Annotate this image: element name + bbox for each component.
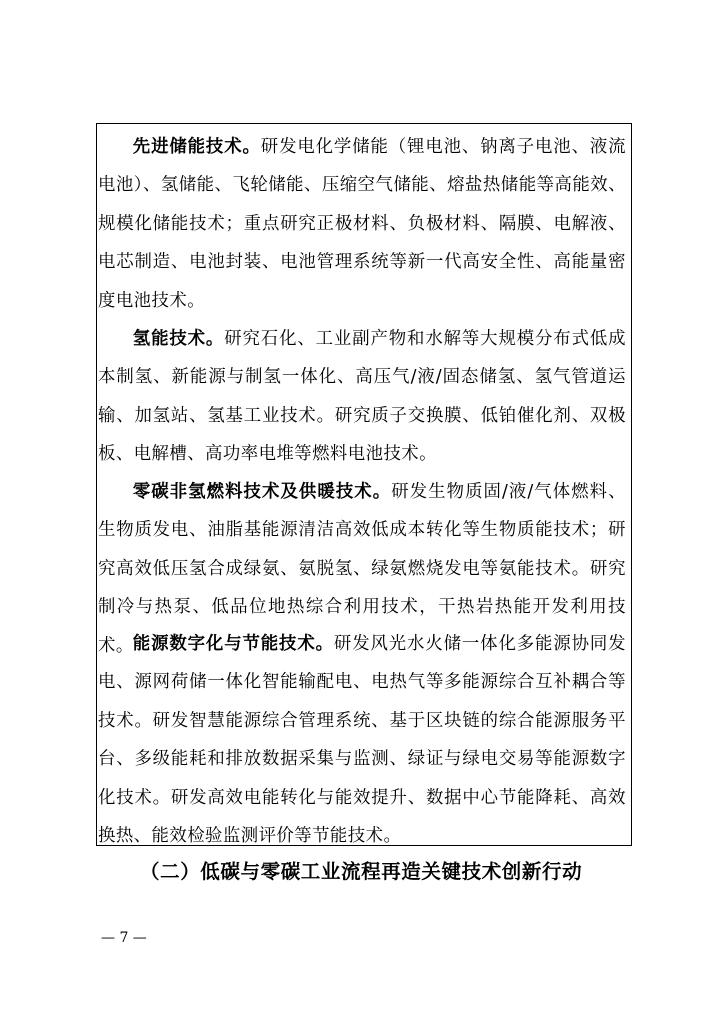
paragraph-body: 研发生物质固/液/气体燃料、生物质发电、油脂基能源清洁高效低成本转化等生物质能技术；研究高效低压氢合成绿氨、氨脱氢、绿氨燃烧发电等氨能技术。研究制冷与热泵、低品位地热综合利用技术，干热岩热能开发利用技术。 [98, 482, 626, 656]
paragraph-heading: 先进储能技术。 [132, 137, 261, 157]
section-heading: （二）低碳与零碳工业流程再造关键技术创新行动 [140, 860, 583, 883]
paragraph-body: 研发电化学储能（锂电池、钠离子电池、液流电池）、氢储能、飞轮储能、压缩空气储能、熔盐热储能等高能效、规模化储能技术；重点研究正极材料、负极材料、隔膜、电解液、电芯制造、电池封装、电池管理系统等新一代高安全性、高能量密度电池技术。 [98, 137, 626, 311]
paragraph-body: 研发风光水火储一体化多能源协同发电、源网荷储一体化智能输配电、电热气等多能源综合互补耦合等技术。研发智慧能源综合管理系统、基于区块链的综合能源服务平台、多级能耗和排放数据采集与监测、绿证与绿电交易等能源数字化技术。研发高效电能转化与能效提升、数据中心节能降耗、高效换热、能效检验监测评价等节能技术。 [98, 634, 627, 847]
paragraph-heading: 氢能技术。 [132, 329, 225, 349]
paragraph-hydrogen [96, 320, 632, 474]
page-number: — 7 — [101, 930, 147, 946]
paragraph-heading: 能源数字化与节能技术。 [132, 634, 334, 654]
paragraph-digitalization [96, 625, 632, 855]
paragraph-energy-storage [96, 128, 632, 320]
paragraph-body: 研究石化、工业副产物和水解等大规模分布式低成本制氢、新能源与制氢一体化、高压气/液/固态储氢、氢气管道运输、加氢站、氢基工业技术。研究质子交换膜、低铂催化剂、双极板、电解槽、高功率电堆等燃料电池技术。 [98, 329, 626, 465]
paragraph-heading: 零碳非氢燃料技术及供暖技术。 [132, 482, 392, 502]
